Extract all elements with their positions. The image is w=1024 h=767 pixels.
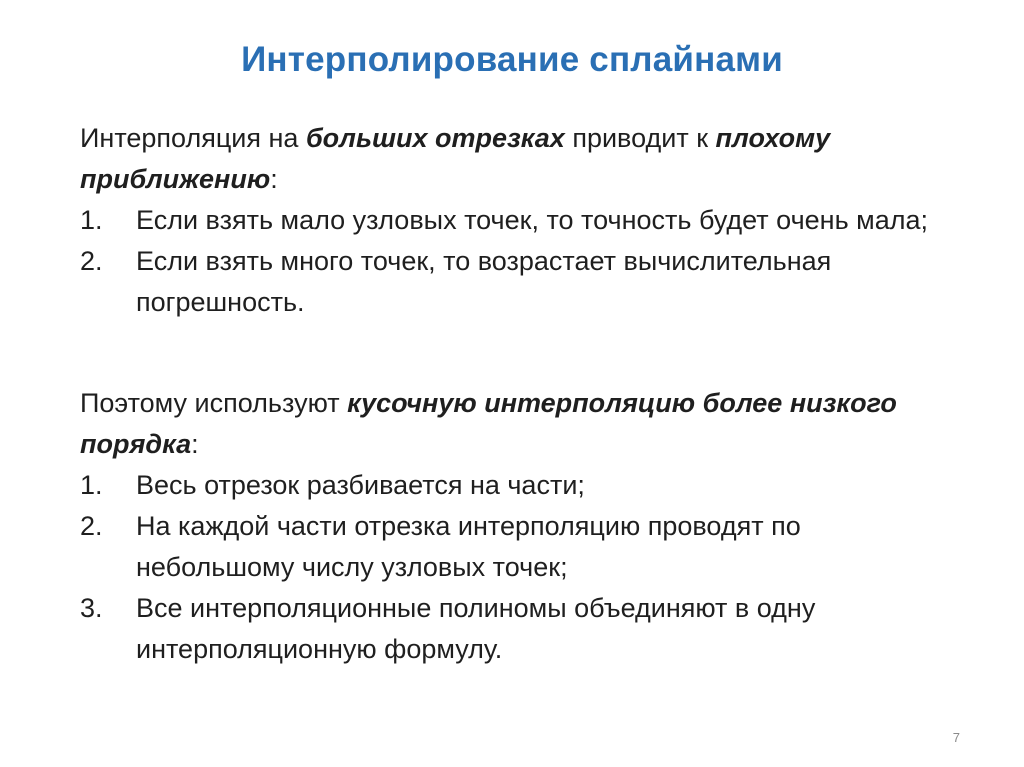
list-item-text: Все интерполяционные полиномы объединяют в одну интерполяционную формулу. xyxy=(136,593,816,664)
block1-intro-pre: Интерполяция на xyxy=(80,123,306,153)
list-item-text: Если взять мало узловых точек, то точность будет очень мала; xyxy=(136,205,929,235)
slide-content xyxy=(80,118,960,670)
list-item-number: 1. xyxy=(80,470,103,500)
list-item xyxy=(80,465,960,506)
list-item xyxy=(80,506,960,588)
block2-list xyxy=(80,465,960,670)
block2-intro-pre: Поэтому используют xyxy=(80,388,348,418)
block2-intro-emphasis: кусочную интерполяцию более низкого порядка xyxy=(80,388,897,459)
block1-intro xyxy=(80,118,960,200)
block1-intro-emphasis-2: плохому приближению xyxy=(80,123,831,194)
list-item xyxy=(80,588,960,670)
list-item-number: 2. xyxy=(80,511,103,541)
list-item xyxy=(80,200,960,241)
list-item xyxy=(80,241,960,323)
page-number: 7 xyxy=(952,730,960,745)
list-item-number: 1. xyxy=(80,205,103,235)
block1-list xyxy=(80,200,960,323)
section-spacer xyxy=(80,323,960,383)
block1-intro-mid: приводит к xyxy=(564,123,716,153)
list-item-text: Если взять много точек, то возрастает вычислительная погрешность. xyxy=(136,246,832,317)
block1-intro-emphasis-1: больших отрезках xyxy=(305,123,565,153)
list-item-number: 3. xyxy=(80,593,103,623)
block2-intro xyxy=(80,383,960,465)
block1-intro-post: : xyxy=(270,164,278,194)
list-item-number: 2. xyxy=(80,246,103,276)
list-item-text: На каждой части отрезка интерполяцию проводят по небольшому числу узловых точек; xyxy=(136,511,801,582)
slide-title: Интерполирование сплайнами xyxy=(241,40,783,79)
list-item-text: Весь отрезок разбивается на части; xyxy=(136,470,585,500)
block2-intro-post: : xyxy=(191,429,199,459)
